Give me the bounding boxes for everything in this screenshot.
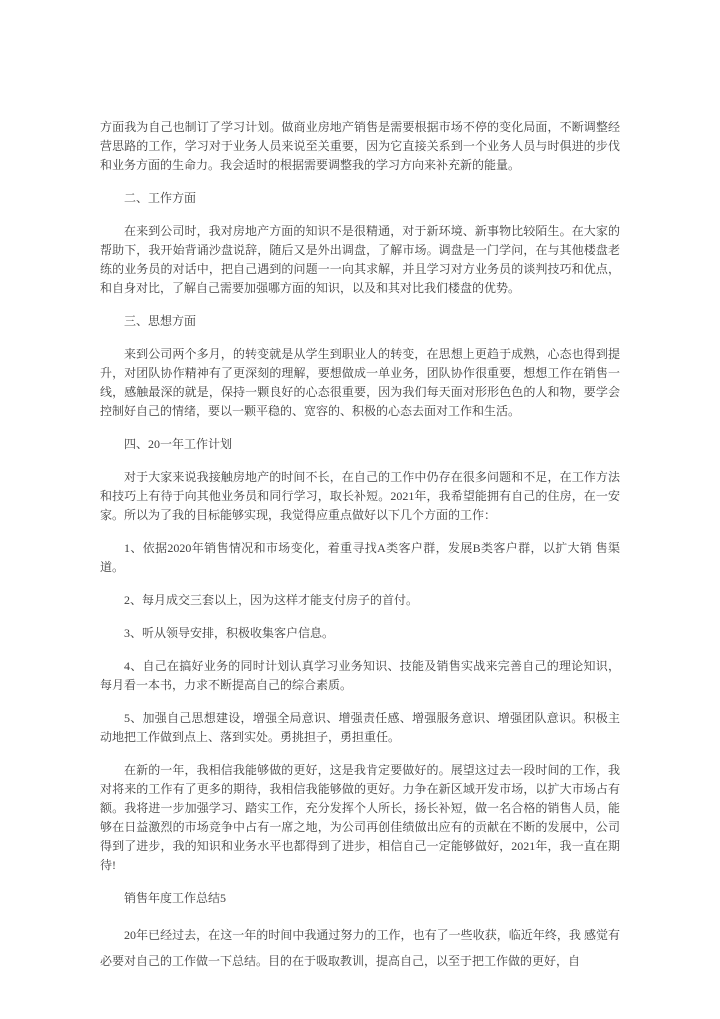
list-item-3: 3、听从领导安排，积极收集客户信息。 (124, 626, 335, 640)
list-item-5: 5、加强自己思想建设，增强全局意识、增强责任感、增强服务意识、增强团队意识。积极主动地把工作做到点上、落到实处。勇挑担子，勇担重任。 (100, 711, 620, 744)
paragraph-summary-5-intro: 20年已经过去，在这一年的时间中我通过努力的工作，也有了一些收获，临近年终，我 感觉有必要对自己的工作做一下总结。目的在于吸取教训，提高自己，以至于把工作做的更好，自 (100, 928, 620, 968)
paragraph-outlook: 在新的一年，我相信我能够做的更好，这是我肯定要做好的。展望这过去一段时间的工作，我对将来的工作有了更多的期待，我相信我能够做的更好。力争在新区域开发市场，以扩大市场占有额。我将进一步加强学习、踏实工作，充分发挥个人所长，扬长补短，做一名合格的销售人员，能够在日益激烈的市场竞争中占有一席之地，为公司再创佳绩做出应有的贡献在不断的发展中，公司得到了进步，我的知识和业务水平也都得到了进步，相信自己一定能够做好，2021年，我一直在期待! (100, 763, 620, 872)
list-item-4: 4、自己在搞好业务的同时计划认真学习业务知识、技能及销售实战来完善自己的理论知识，每月看一本书，力求不断提高自己的综合素质。 (100, 659, 620, 692)
paragraph-work: 在来到公司时，我对房地产方面的知识不是很精通，对于新环境、新事物比较陌生。在大家的帮助下，我开始背诵沙盘说辞，随后又是外出调盘，了解市场。调盘是一门学问，在与其他楼盘老练的业务员的对话中，把自己遇到的问题一一向其求解，并且学习对方业务员的谈判技巧和优点，和自身对比，了解自己需要加强哪方面的知识，以及和其对比我们楼盘的优势。 (100, 224, 620, 295)
sub-title-summary-5: 销售年度工作总结5 (124, 891, 227, 905)
section-heading-work: 二、工作方面 (124, 191, 197, 205)
section-heading-plan: 四、20一年工作计划 (124, 437, 233, 451)
paragraph-continuation: 方面我为自己也制订了学习计划。做商业房地产销售是需要根据市场不停的变化局面，不断调整经营思路的工作，学习对于业务人员来说至关重要，因为它直接关系到一个业务人员与时俱进的步伐和业务方面的生命力。我会适时的根据需要调整我的学习方向来补充新的能量。 (100, 120, 620, 172)
paragraph-plan-intro: 对于大家来说我接触房地产的时间不长，在自己的工作中仍存在很多问题和不足，在工作方法和技巧上有待于向其他业务员和同行学习，取长补短。2021年，我希望能拥有自己的住房，在一安家。所以为了我的目标能够实现，我觉得应重点做好以下几个方面的工作： (100, 470, 620, 522)
section-heading-thought: 三、思想方面 (124, 314, 197, 328)
list-item-1: 1、依据2020年销售情况和市场变化，着重寻找A类客户群，发展B类客户群，以扩大销 售渠道。 (100, 541, 620, 574)
paragraph-thought: 来到公司两个多月，的转变就是从学生到职业人的转变，在思想上更趋于成熟，心态也得到提升，对团队协作精神有了更深刻的理解，要想做成一单业务，团队协作很重要，想想工作在销售一线，感触最深的就是，保持一颗良好的心态很重要，因为我们每天面对形形色色的人和物，要学会控制好自己的情绪，要以一颗平稳的、宽容的、积极的心态去面对工作和生活。 (100, 347, 620, 418)
list-item-2: 2、每月成交三套以上，因为这样才能支付房子的首付。 (124, 593, 419, 607)
